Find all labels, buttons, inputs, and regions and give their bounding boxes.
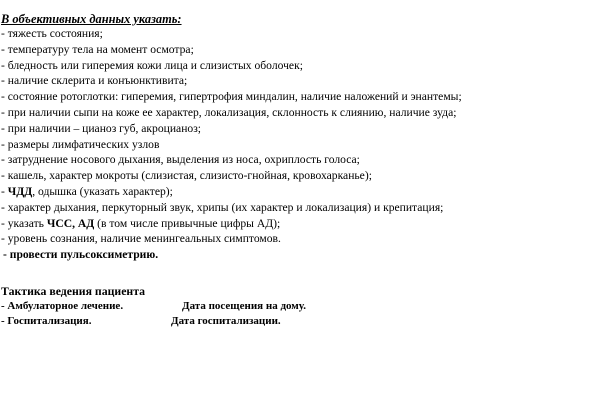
document-body [1, 12, 597, 330]
objective-data-heading: В объективных данных указать: [1, 12, 182, 26]
list-item-chdd [1, 184, 597, 200]
list-item-text: (в том числе привычные цифры АД); [94, 216, 281, 230]
list-item: - уровень сознания, наличие менингеальных симптомов. [1, 232, 281, 246]
list-item-prefix: - [1, 184, 8, 198]
list-item-prefix: - указать [1, 216, 47, 230]
list-item-vitals [1, 216, 597, 232]
chdd-term: ЧДД [7, 184, 33, 198]
list-item: - характер дыхания, перкуторный звук, хрипы (их характер и локализация) и крепитация; [1, 200, 444, 214]
pulse-oximetry-item: - провести пульсоксиметрию. [3, 248, 159, 262]
tactics-row-hospitalization [1, 314, 597, 330]
list-item: - кашель, характер мокроты (слизистая, слизисто-гнойная, кровохарканье); [1, 169, 372, 183]
list-item: - тяжесть состояния; [1, 27, 103, 40]
tactics-option-label: - Госпитализация. [1, 315, 92, 328]
tactics-date-label: Дата посещения на дому. [182, 299, 306, 312]
tactics-date-label: Дата госпитализации. [171, 315, 281, 328]
vitals-term: ЧСС, АД [46, 216, 95, 230]
list-item: - размеры лимфатических узлов [1, 137, 160, 151]
list-item: - затруднение носового дыхания, выделения из носа, охриплость голоса; [1, 153, 360, 167]
tactics-option-label: - Амбулаторное лечение. [1, 299, 124, 312]
list-item: - состояние ротоглотки: гиперемия, гипертрофия миндалин, наличие наложений и энантемы; [1, 90, 462, 104]
list-item: - при наличии – цианоз губ, акроцианоз; [1, 121, 201, 135]
list-item-text: , одышка (указать характер); [32, 184, 173, 198]
tactics-heading: Тактика ведения пациента [1, 283, 146, 298]
tactics-row-outpatient [1, 299, 597, 315]
list-item: - температуру тела на момент осмотра; [1, 42, 194, 56]
list-item: - бледность или гиперемия кожи лица и слизистых оболочек; [1, 58, 303, 72]
spacer [1, 263, 597, 284]
list-item: - при наличии сыпи на коже ее характер, локализация, склонность к слиянию, наличие зуда; [1, 105, 457, 119]
list-item: - наличие склерита и конъюнктивита; [1, 74, 188, 88]
